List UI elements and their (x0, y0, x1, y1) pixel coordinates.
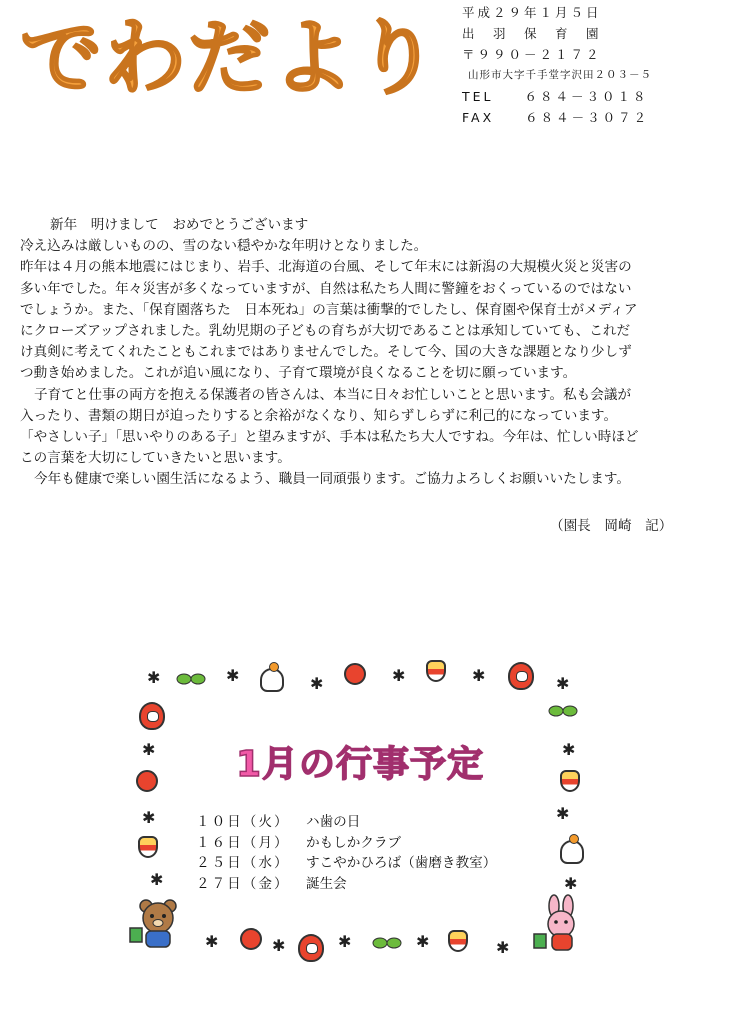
message-line: 入ったり、書類の期日が迫ったりすると余裕がなくなり、知らずしらずに利己的になっています。 (20, 407, 618, 424)
message-line: け真剣に考えてくれたこともこれまではありませんでした。そして今、国の大きな課題となり少しず (20, 344, 632, 361)
star-icon: ✱ (562, 740, 576, 759)
kagami-mochi-icon (260, 668, 284, 692)
address: 山形市大字千手堂字沢田２０３－５ (468, 69, 652, 81)
star-icon: ✱ (556, 804, 570, 823)
red-ball-icon (136, 770, 158, 792)
star-icon: ✱ (142, 808, 156, 827)
event-date: ２７日（金） (196, 875, 290, 892)
message-line: 「やさしい子」「思いやりのある子」と望みますが、手本は私たち大人ですね。今年は、忙しい時ほど (20, 429, 639, 446)
star-icon: ✱ (205, 932, 219, 951)
spinning-top-icon (448, 930, 468, 952)
message-line: つ動き始めました。これが追い風になり、子育て環境が良くなることを切に願っています。 (20, 365, 577, 382)
star-icon: ✱ (564, 874, 578, 893)
spinning-top-icon (426, 660, 446, 682)
star-icon: ✱ (150, 870, 164, 889)
message-line: 昨年は４月の熊本地震にはじまり、岩手、北海道の台風、そして年末には新潟の大規模火災と災害の (20, 259, 632, 276)
fax: FAX ６８４－３０７２ (462, 110, 650, 125)
event-date: ２５日（水） (196, 855, 290, 871)
rabbit-icon (530, 894, 590, 954)
signature: （園長 岡崎 記） (550, 518, 673, 534)
spinning-top-icon (560, 770, 580, 792)
star-icon: ✱ (416, 932, 430, 951)
list-item (196, 833, 496, 854)
spinning-top-icon (138, 836, 158, 858)
message-line: 子育てと仕事の両方を抱える保護者の皆さんは、本当に日々お忙しいことと思います。私も会議が (34, 386, 632, 403)
star-icon: ✱ (272, 936, 286, 955)
list-item (196, 853, 496, 874)
message-line: 多い年でした。年々災害が多くなっていますが、自然は私たち人間に警鐘をおくっているのではない (20, 280, 632, 297)
daruma-icon (298, 934, 324, 962)
message-line: 今年も健康で楽しい園生活になるよう、職員一同頑張ります。ご協力よろしくお願いいたします。 (34, 471, 630, 488)
event-name: 誕生会 (306, 875, 347, 892)
kagami-mochi-icon (560, 840, 584, 864)
header-info (462, 2, 652, 128)
events-list (196, 812, 496, 894)
daruma-icon (508, 662, 534, 690)
pine-leaf-icon (372, 936, 402, 950)
org-name: 出 羽 保 育 園 (462, 26, 602, 41)
daruma-icon (139, 702, 165, 730)
star-icon: ✱ (226, 666, 240, 685)
greeting: 新年 明けまして おめでとうございます (50, 217, 309, 233)
star-icon: ✱ (472, 666, 486, 685)
message-line: この言葉を大切にしていきたいと思います。 (20, 450, 291, 467)
red-ball-icon (344, 663, 366, 685)
star-icon: ✱ (496, 938, 510, 957)
event-date: １６日（月） (196, 834, 290, 851)
list-item (196, 812, 496, 833)
star-icon: ✱ (338, 932, 352, 951)
bear-icon (128, 898, 188, 950)
list-item (196, 874, 496, 895)
star-icon: ✱ (310, 674, 324, 693)
pine-leaf-icon (548, 704, 578, 718)
event-name: かもしかクラブ (306, 834, 402, 851)
newsletter-title: でわだより (20, 11, 441, 106)
message-line: 冷え込みは厳しいものの、雪のない穏やかな年明けとなりました。 (20, 238, 428, 255)
star-icon: ✱ (147, 668, 161, 687)
postal-code: 〒９９０－２１７２ (462, 47, 602, 62)
red-ball-icon (240, 928, 262, 950)
star-icon: ✱ (392, 666, 406, 685)
events-title: 1月の行事予定 (236, 744, 485, 785)
event-date: １０日（火） (196, 814, 290, 830)
tel: TEL ６８４－３０１８ (462, 89, 649, 104)
event-name: ハ歯の日 (306, 814, 361, 830)
message-line: でしょうか。また、「保育園落ちた 日本死ね」の言葉は衝撃的でしたし、保育園や保育士がメディア (20, 301, 638, 318)
star-icon: ✱ (142, 740, 156, 759)
star-icon: ✱ (556, 674, 570, 693)
message-body (20, 215, 724, 491)
pine-leaf-icon (176, 672, 206, 686)
message-line: にクローズアップされました。乳幼児期の子どもの育ちが大切であることは承知していても、これだ (20, 323, 631, 340)
event-name: すこやかひろば（歯磨き教室） (306, 855, 497, 871)
issue-date: 平成２９年１月５日 (462, 5, 602, 20)
